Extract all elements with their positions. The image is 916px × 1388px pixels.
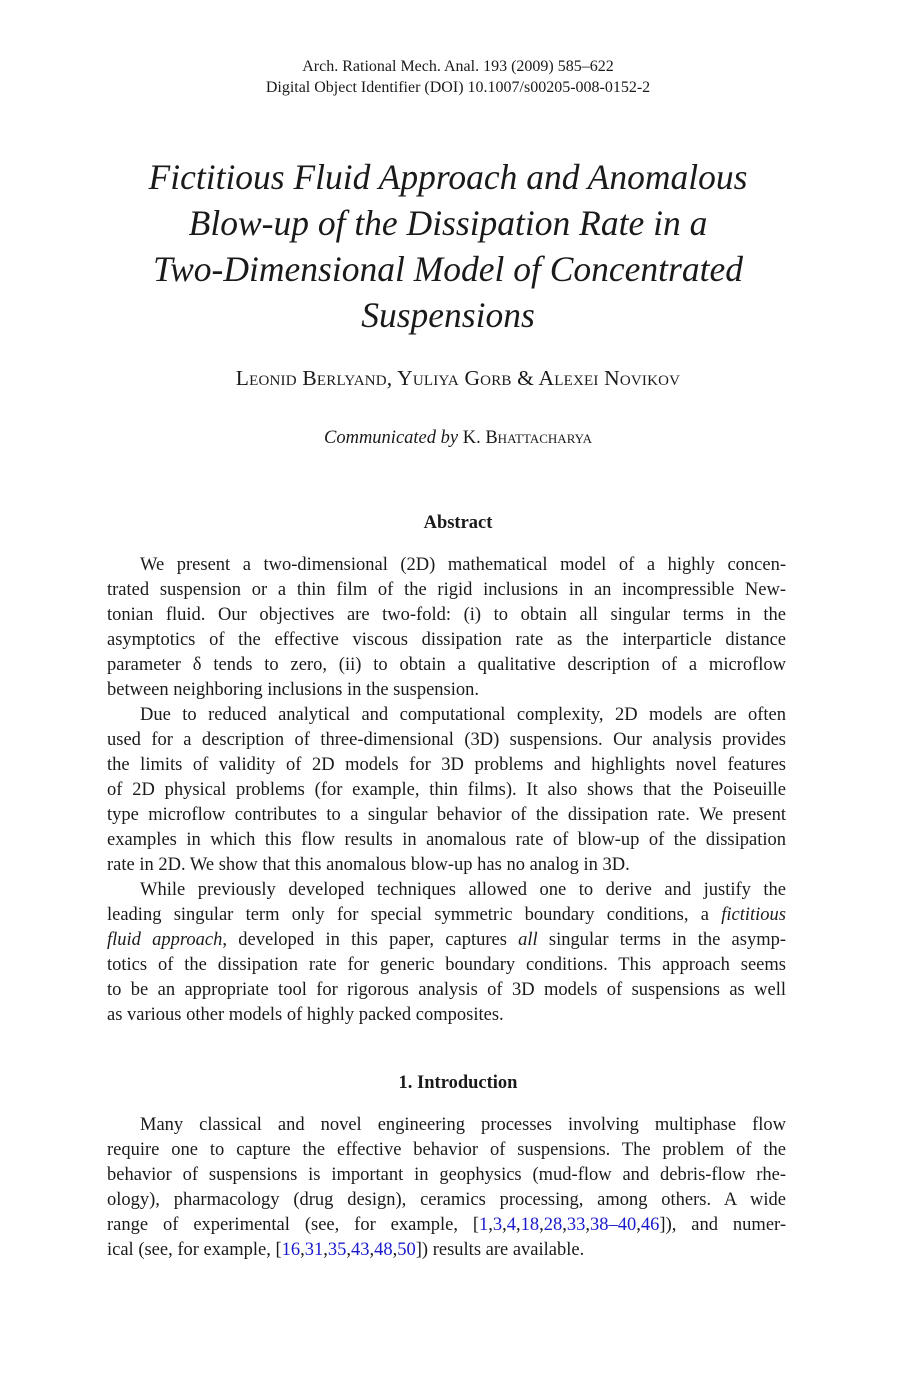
- emphasis: fictitious: [721, 905, 786, 925]
- communicated-by: [0, 426, 916, 450]
- title-line: Blow-up of the Dissipation Rate in a: [188, 203, 708, 243]
- title-line: Suspensions: [361, 295, 535, 335]
- journal-header: [0, 56, 916, 98]
- emphasis: all: [518, 930, 538, 950]
- intro-line: Many classical and novel engineering processes involving multiphase flow: [140, 1115, 786, 1135]
- abstract-line: to be an appropriate tool for rigorous analysis of 3D models of suspensions as well: [107, 980, 786, 1000]
- abstract-line: as various other models of highly packed composites.: [107, 1005, 504, 1025]
- abstract-line: totics of the dissipation rate for generic boundary conditions. This approach seems: [107, 955, 786, 975]
- abstract-line: tonian fluid. Our objectives are two-fold: (i) to obtain all singular terms in the: [107, 605, 786, 625]
- abstract-line: Due to reduced analytical and computational complexity, 2D models are often: [140, 705, 786, 725]
- citation-link[interactable]: 31: [304, 1240, 324, 1260]
- intro-line: ical (see, for example, [16,31,35,43,48,50]) results are available.: [107, 1240, 585, 1260]
- text-run: singular terms in the asymp-: [537, 930, 787, 950]
- citation-link[interactable]: 43: [351, 1240, 370, 1260]
- abstract-line: the limits of validity of 2D models for 3D problems and highlights novel features: [107, 755, 786, 775]
- abstract-line: used for a description of three-dimensional (3D) suspensions. Our analysis provides: [107, 730, 786, 750]
- citation-link[interactable]: 35: [327, 1240, 347, 1260]
- abstract-heading: Abstract: [423, 513, 493, 533]
- citation-link[interactable]: 38–40: [590, 1215, 637, 1235]
- emphasis: fluid approach: [107, 930, 223, 950]
- abstract-line: rate in 2D. We show that this anomalous blow-up has no analog in 3D.: [107, 855, 630, 875]
- abstract-line: parameter δ tends to zero, (ii) to obtain a qualitative description of a microflow: [107, 655, 786, 675]
- abstract-line: type microflow contributes to a singular behavior of the dissipation rate. We present: [107, 805, 786, 825]
- citation-link[interactable]: 18: [520, 1215, 540, 1235]
- text-run: range of experimental (see, for example, [: [107, 1215, 480, 1235]
- citation-link[interactable]: 46: [640, 1215, 660, 1235]
- text-run: , developed in this paper, captures: [222, 930, 519, 950]
- citation-link[interactable]: 3: [492, 1215, 503, 1235]
- text-run: ]), and numer-: [659, 1215, 786, 1235]
- journal-citation: Arch. Rational Mech. Anal. 193 (2009) 585–622: [302, 58, 614, 75]
- intro-line: ology), pharmacology (drug design), ceramics processing, among others. A wide: [107, 1190, 786, 1210]
- paper-title: [100, 154, 796, 338]
- communicated-label: Communicated by: [324, 428, 459, 448]
- citation-link[interactable]: 16: [281, 1240, 301, 1260]
- abstract-line: between neighboring inclusions in the suspension.: [107, 680, 480, 700]
- citation-link[interactable]: 50: [397, 1240, 416, 1260]
- text-run: ical (see, for example, [: [107, 1240, 282, 1260]
- citation-link[interactable]: 1: [479, 1215, 489, 1235]
- abstract-line: [107, 928, 786, 953]
- abstract-line: trated suspension or a thin film of the rigid inclusions in an incompressible New-: [107, 580, 786, 600]
- intro-line: require one to capture the effective behavior of suspensions. The problem of the: [107, 1140, 786, 1160]
- intro-line: range of experimental (see, for example, [1,3,4,18,28,33,38–40,46]), and numer-: [107, 1215, 786, 1235]
- abstract-line: examples in which this flow results in anomalous rate of blow-up of the dissipation: [107, 830, 786, 850]
- citation-link[interactable]: 4: [506, 1215, 517, 1235]
- text-run: ]) results are available.: [415, 1240, 585, 1260]
- title-line: Fictitious Fluid Approach and Anomalous: [148, 157, 748, 197]
- abstract-line: We present a two-dimensional (2D) mathematical model of a highly concen-: [140, 555, 786, 575]
- citation-link[interactable]: 33: [566, 1215, 586, 1235]
- citation-link[interactable]: 28: [543, 1215, 563, 1235]
- communicator-name: K. Bhattacharya: [462, 428, 592, 448]
- abstract-line: asymptotics of the effective viscous dissipation rate as the interparticle distance: [107, 630, 786, 650]
- author-list: Leonid Berlyand, Yuliya Gorb & Alexei Novikov: [235, 366, 681, 390]
- text-run: leading singular term only for special symmetric boundary conditions, a: [107, 905, 722, 925]
- title-line: Two-Dimensional Model of Concentrated: [153, 249, 743, 289]
- abstract-line: of 2D physical problems (for example, thin films). It also shows that the Poiseuille: [107, 780, 786, 800]
- citation-link[interactable]: 48: [374, 1240, 393, 1260]
- abstract-line: While previously developed techniques allowed one to derive and justify the: [140, 880, 786, 900]
- section-heading: 1. Introduction: [398, 1073, 518, 1093]
- abstract-body: [107, 553, 786, 1028]
- intro-line: behavior of suspensions is important in geophysics (mud-flow and debris-flow rhe-: [107, 1165, 786, 1185]
- intro-body: [107, 1113, 786, 1263]
- doi-line: Digital Object Identifier (DOI) 10.1007/s00205-008-0152-2: [265, 79, 651, 96]
- abstract-line: [107, 903, 786, 928]
